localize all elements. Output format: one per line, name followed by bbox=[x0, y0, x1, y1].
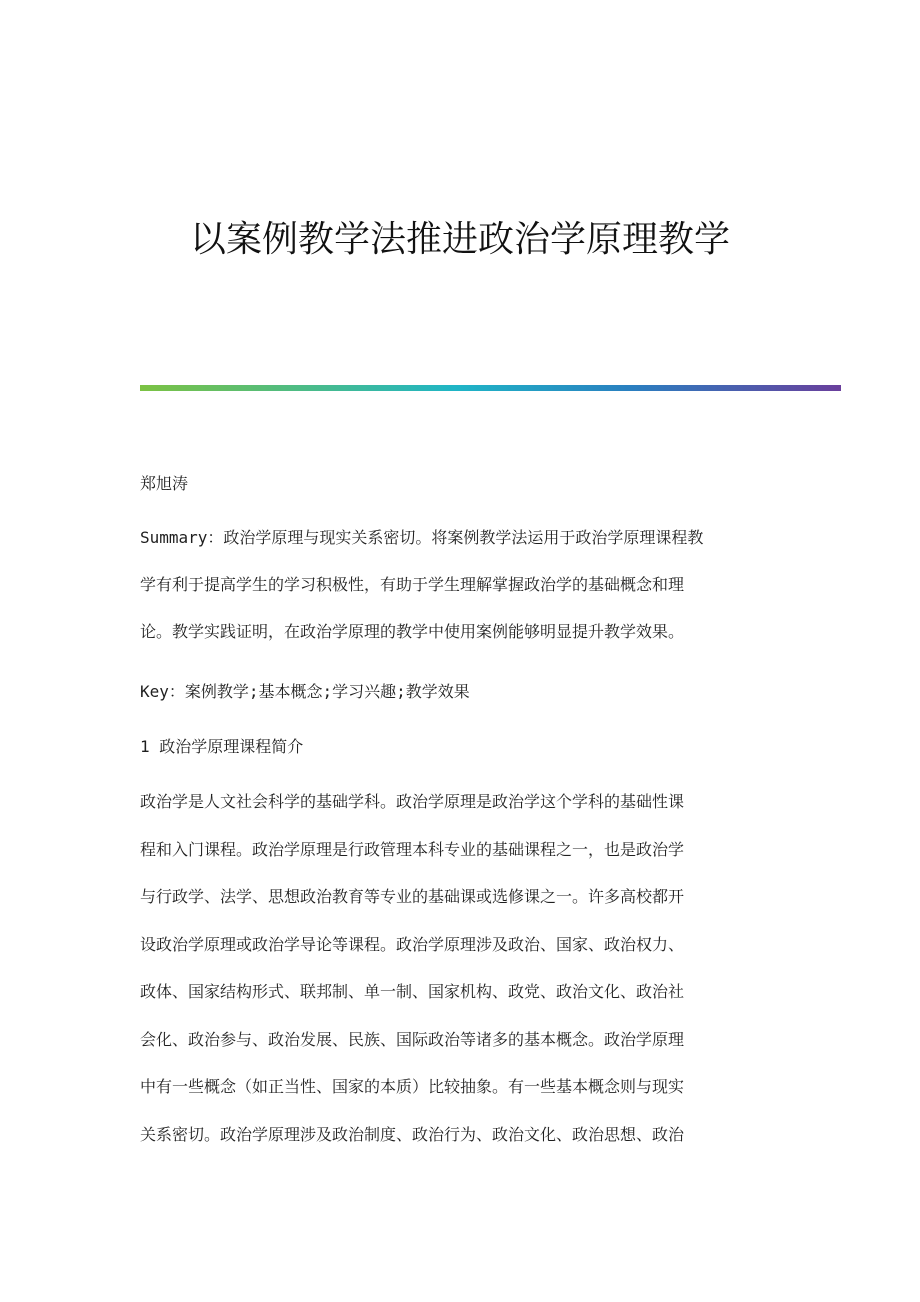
keywords-line: Key：案例教学;基本概念;学习兴趣;教学效果 bbox=[140, 682, 470, 701]
author-name: 郑旭涛 bbox=[140, 474, 189, 493]
section-heading: 1 政治学原理课程简介 bbox=[140, 737, 304, 756]
summary-line: Summary：政治学原理与现实关系密切。将案例教学法运用于政治学原理课程教 bbox=[140, 528, 704, 547]
paragraph-line: 程和入门课程。政治学原理是行政管理本科专业的基础课程之一，也是政治学 bbox=[140, 839, 685, 859]
paragraph-line: 关系密切。政治学原理涉及政治制度、政治行为、政治文化、政治思想、政治 bbox=[140, 1124, 685, 1144]
summary-line: 论。教学实践证明，在政治学原理的教学中使用案例能够明显提升教学效果。 bbox=[140, 622, 685, 641]
paragraph-line: 会化、政治参与、政治发展、民族、国际政治等诸多的基本概念。政治学原理 bbox=[140, 1029, 685, 1049]
paragraph-line: 中有一些概念（如正当性、国家的本质）比较抽象。有一些基本概念则与现实 bbox=[140, 1077, 685, 1096]
paragraph-line: 设政治学原理或政治学导论等课程。政治学原理涉及政治、国家、政治权力、 bbox=[140, 934, 685, 954]
summary-line: 学有利于提高学生的学习积极性，有助于学生理解掌握政治学的基础概念和理 bbox=[140, 575, 685, 594]
page-title: 以案例教学法推进政治学原理教学 bbox=[189, 219, 730, 260]
paragraph-line: 政治学是人文社会科学的基础学科。政治学原理是政治学这个学科的基础性课 bbox=[140, 792, 685, 811]
title-gradient-rule bbox=[140, 385, 841, 391]
summary-block bbox=[140, 526, 782, 644]
paragraph-line: 政体、国家结构形式、联邦制、单一制、国家机构、政党、政治文化、政治社 bbox=[140, 982, 685, 1001]
paragraph-line: 与行政学、法学、思想政治教育等专业的基础课或选修课之一。许多高校都开 bbox=[140, 887, 685, 906]
section-paragraph bbox=[140, 790, 782, 1170]
